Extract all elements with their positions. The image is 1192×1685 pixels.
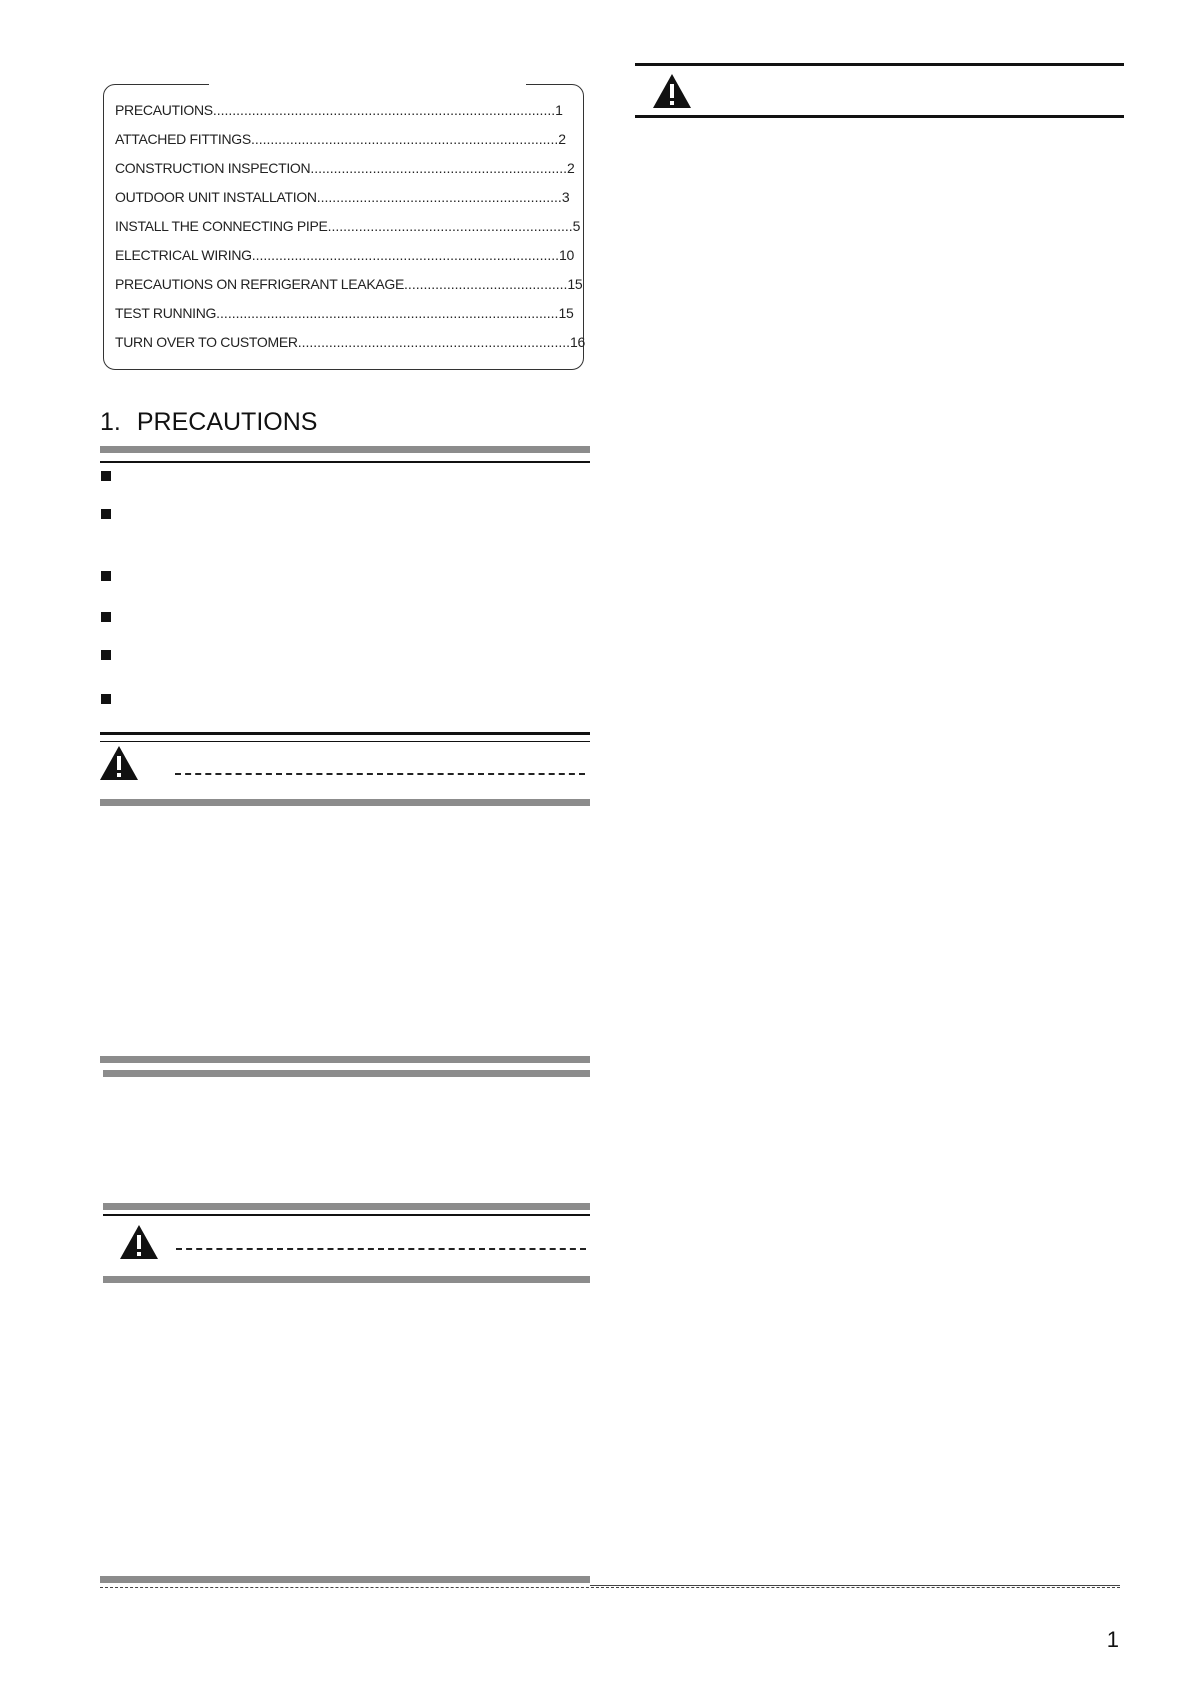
toc-title-gap [209,82,526,88]
divider-gray-bar [100,1056,590,1063]
toc-entry[interactable] [115,186,585,215]
toc-entry-page: 1 [555,102,563,118]
toc-entry-label: OUTDOOR UNIT INSTALLATION [115,189,317,205]
toc-entry[interactable] [115,331,585,360]
square-bullet-icon [101,650,111,660]
toc-entry-label: CONSTRUCTION INSPECTION [115,160,311,176]
right-warning-top-rule [635,63,1124,66]
toc-entry-leader: ...................................................................... [297,334,571,350]
toc-entry[interactable] [115,128,585,157]
divider-gray-bar [103,1203,590,1210]
toc-entry-page: 2 [567,160,575,176]
toc-entry-label: ELECTRICAL WIRING [115,247,252,263]
toc-entry[interactable] [115,273,585,302]
toc-entry-label: ATTACHED FITTINGS [115,131,251,147]
toc-entry-label: PRECAUTIONS ON REFRIGERANT LEAKAGE [115,276,405,292]
toc-entry-page: 5 [572,218,581,234]
toc-entry-label: TEST RUNNING [115,305,217,321]
toc-entry[interactable] [115,215,585,244]
warning-heading-placeholder [175,773,585,775]
toc-list [115,99,585,360]
toc-entry-leader: ........................................................................................ [212,102,556,118]
square-bullet-icon [101,471,111,481]
toc-entry-page: 3 [561,189,570,205]
right-warning-bottom-rule [635,115,1124,118]
toc-entry-page: 16 [570,334,585,350]
warning-heading-placeholder [176,1248,586,1250]
table-of-contents [103,84,584,370]
toc-entry-leader: .......................................... [404,276,568,292]
toc-entry-leader: ............................................................................... [251,247,560,263]
warning-triangle-icon [99,745,139,781]
toc-entry-label: TURN OVER TO CUSTOMER [115,334,298,350]
square-bullet-icon [101,694,111,704]
square-bullet-icon [101,509,111,519]
warning-block-top-rule [103,1214,590,1216]
toc-entry-leader: ............................................................... [327,218,573,234]
toc-entry-page: 10 [559,247,575,263]
footer-dashed-rule [100,1587,1120,1588]
toc-entry-leader: .................................................................. [310,160,568,176]
toc-entry[interactable] [115,157,585,186]
warning-block-gray-bar [103,1276,590,1283]
square-bullet-icon [101,612,111,622]
section-number: 1. [100,408,121,436]
footer-rule [590,1585,1120,1586]
warning-block-top-rule [100,732,590,735]
toc-entry[interactable] [115,302,585,331]
column-end-gray-bar [100,1576,590,1583]
square-bullet-icon [101,571,111,581]
warning-triangle-icon [652,73,692,109]
divider-gray-bar [103,1070,590,1077]
section-title: PRECAUTIONS [136,408,318,436]
toc-entry-page: 15 [567,276,583,292]
page-number: 1 [1106,1627,1119,1652]
toc-entry-leader: ............................................................................... [250,131,559,147]
section-heading [100,408,317,437]
toc-entry-label: PRECAUTIONS [115,102,213,118]
section-heading-rule [100,461,590,463]
warning-triangle-icon [119,1224,159,1260]
toc-entry-leader: ............................................................... [316,189,562,205]
warning-block-top-rule-thin [100,741,590,742]
section-heading-gray-bar [100,446,590,453]
toc-entry[interactable] [115,244,585,273]
toc-entry-page: 15 [558,305,574,321]
toc-entry[interactable] [115,99,585,128]
warning-block-gray-bar [100,799,590,806]
toc-entry-leader: ........................................................................................ [216,305,559,321]
toc-entry-page: 2 [558,131,566,147]
toc-entry-label: INSTALL THE CONNECTING PIPE [115,218,328,234]
